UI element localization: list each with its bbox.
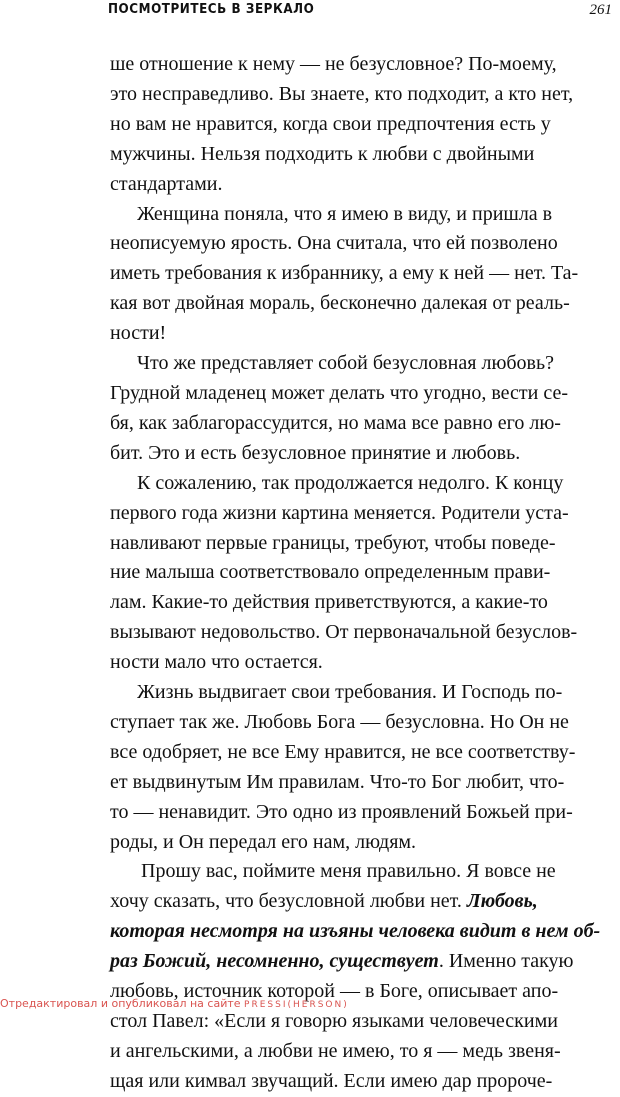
running-title: ПОСМОТРИТЕСЬ В ЗЕРКАЛО <box>108 2 315 17</box>
watermark-brand: PRESSI(HERSON) <box>244 1000 349 1010</box>
paragraph-6-emphasis: Любовь, которая несмотря на изъяны человека видит в нем об- раз Божий, несомненно, существует <box>110 890 601 973</box>
watermark-text: Отредактировал и опубликовал на сайте <box>0 997 245 1010</box>
watermark <box>0 997 349 1010</box>
paragraph-6-lead: Прошу вас, поймите меня правильно. Я вовсе не хочу сказать, что безусловной любви нет. <box>110 860 556 913</box>
paragraph-5: Жизнь выдвигает свои требования. И Господь по- ступает так же. Любовь Бога — безусловна. Но Он не все одобряет, не все Ему нравится, не все соответству- ет выдвинутым Им правилам. Что-то Бог любит, что- то — ненавидит. Это одно из проявлений Божьей при- роды, и Он передал его нам, людям. <box>110 681 576 853</box>
paragraph-1: ше отношение к нему — не безусловное? По-моему, это несправедливо. Вы знаете, кто подходит, а кто нет, но вам не нравится, когда свои предпочтения есть у мужчины. Нельзя подходить к любви с двойными стандартами. <box>110 53 574 195</box>
paragraph-3: Что же представляет собой безусловная любовь? Грудной младенец может делать что угодно, вести се- бя, как заблагорассудится, но мама все равно его лю- бит. Это и есть безусловное принятие и любовь. <box>110 352 569 464</box>
paragraph-6-tail: . Именно такую любовь, источник которой — в Боге, описывает апо- стол Павел: «Если я говорю языками человеческими и ангельскими, а любви не имею, то я — медь звеня- щая или кимвал звучащий. Если имею дар пророче- <box>110 950 574 1092</box>
paragraph-6 <box>110 857 614 1096</box>
paragraph-4: К сожалению, так продолжается недолго. К концу первого года жизни картина меняется. Родители уста- навливают первые границы, требуют, чтобы поведе- ние малыша соответствовало определенным прави- лам. Какие-то действия приветствуются, а какие-то вызывают недовольство. От первоначальной безуслов- ности мало что остается. <box>110 471 578 674</box>
page-header <box>108 2 612 24</box>
paragraph-2: Женщина поняла, что я имею в виду, и пришла в неописуемую ярость. Она считала, что ей позволено иметь требования к избраннику, а ему к ней — нет. Та- кая вот двойная мораль, бесконечно далекая от реаль- ности! <box>110 202 579 345</box>
page-number: 261 <box>589 2 612 18</box>
body-text <box>110 50 614 1097</box>
